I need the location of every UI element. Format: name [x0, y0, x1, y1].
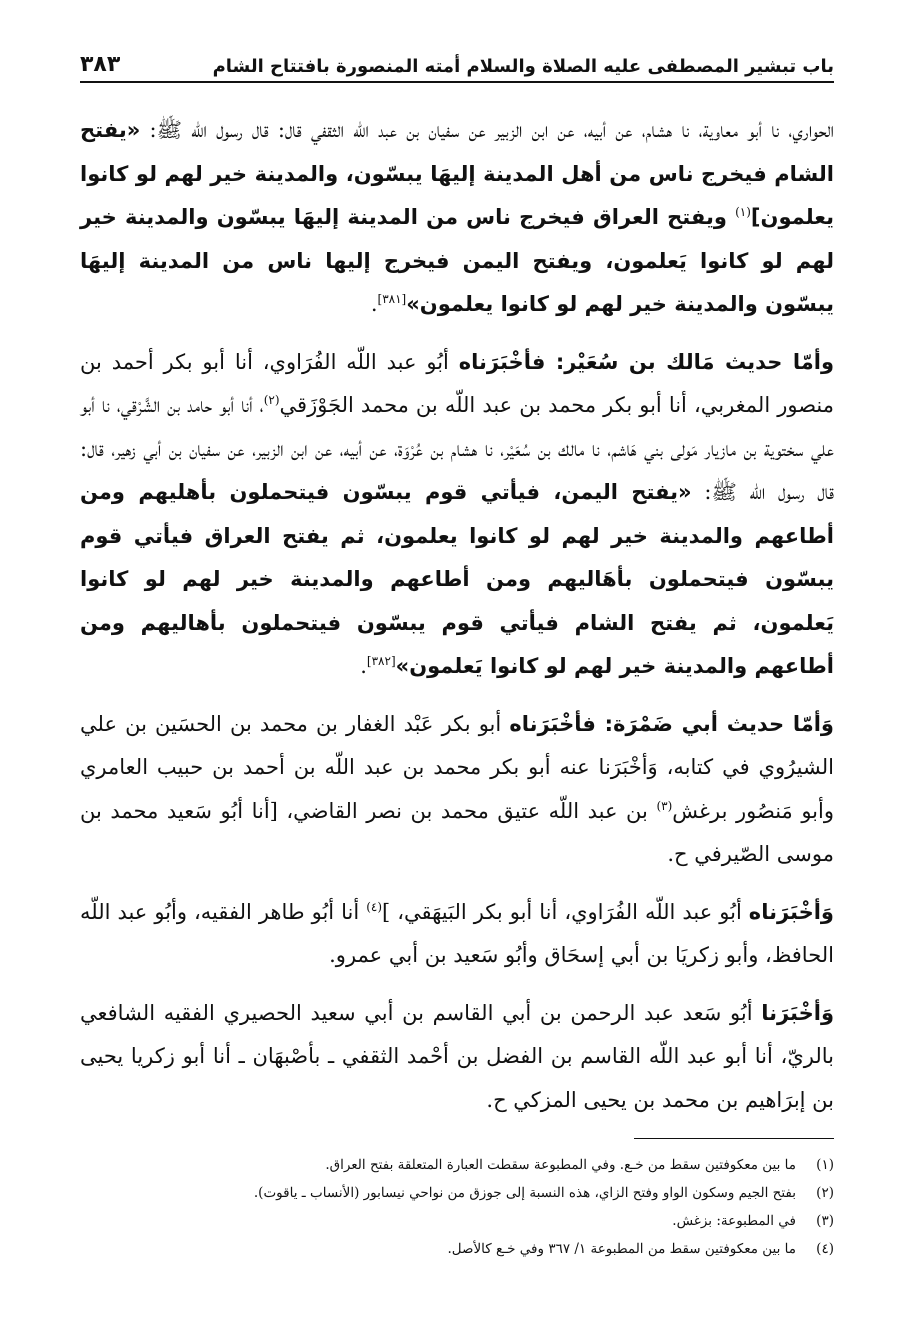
footnotes — [80, 1151, 834, 1263]
footnote-text: بفتح الجيم وسكون الواو وفتح الزاي، هذه النسبة إلى جوزق من نواحي نيسابور (الأنساب ـ ياقوت). — [253, 1185, 796, 1201]
running-title: باب تبشير المصطفى عليه الصلاة والسلام أمته المنصورة بافتتاح الشام — [212, 56, 834, 77]
footnote-number: (٤) — [816, 1241, 834, 1257]
bold-text: وأمّا حديث مَالك بن سُعَيْر: فأخْبَرَناه — [458, 349, 835, 374]
footnote-ref: (١) — [735, 205, 751, 219]
text-run: . — [360, 654, 367, 678]
text-run: . — [370, 292, 378, 316]
footnote — [80, 1179, 834, 1207]
text-run: بن عبد اللّه عتيق محمد بن نصر القاضي، [أنا أبُو سَعيد محمد بن موسى الصّيرفي ح. — [80, 798, 834, 866]
text-run: ، أنا أبو حامد بن الشَّرْقي، نا أبو علي سختوية بن مازيار مَولى بني هَاشم، نا مالك بن سُعَيْر، نا هشام بن عُرْوَة، عن أبيه، عن ابن الزبير، عن سفيان بن أبي زهير، قال: قال رسول الله ﷺ: — [80, 393, 835, 504]
footnote-divider — [634, 1138, 834, 1139]
paragraph — [80, 703, 834, 877]
main-text — [80, 109, 834, 1122]
text-run: أبُو عبد اللّه الفُرَاوي، أنا أبو بكر البَيهَقي، ] — [382, 899, 749, 924]
running-header — [80, 52, 834, 83]
footnote-ref: (٤) — [366, 899, 383, 914]
text-run: أبُو عبد اللّه الفُرَاوي، أنا أبو بكر أحمد بن منصور المغربي، أنا أبو بكر محمد بن عبد اللّه بن محمد الجَوْزَقي — [80, 349, 834, 417]
paragraph — [80, 341, 834, 689]
paragraph — [80, 891, 834, 978]
bold-text: وَأمّا حديث أبي ضَمْرَة: فأخْبَرَناه — [509, 711, 834, 736]
text-run: أبُو سَعد عبد الرحمن بن أبي القاسم بن أبي سعيد الحصيري الفقيه الشافعي بالريّ، أنا أبو عبد اللّه القاسم بن الفضل بن أحْمد الثقفي ـ بأصْبهَان ـ أنا أبو زكريا يحيى بن إبرَاهيم بن محمد بن يحيى المزكي ح. — [80, 1000, 834, 1112]
bold-text: وَأخْبَرَناه — [748, 899, 834, 924]
page-number: ٣٨٣ — [80, 52, 121, 77]
text-run: الحواري، نا أبو معاوية، نا هشام، عن أبيه، عن ابن الزبير عن سفيان بن عبد الله الثقفي قال: قال رسول الله ﷺ: — [140, 118, 834, 142]
bold-text: «يفتح اليمن، فيأتي قوم يبسّون فيتحملون بأهليهم ومن أطاعهم والمدينة خير لهم لو كانوا يعلمون، ثم يفتح العراق فيأتي قوم يبسّون فيتحملون بأهَاليهم ومن أطاعهم والمدينة خير لهم لو كانوا يَعلمون، ثم يفتح الشام فيأتي قوم يبسّون فيتحملون بأهاليهم ومن أطاعهم والمدينة خير لهم لو كانوا يَعلمون» — [80, 480, 834, 678]
footnote — [80, 1235, 834, 1263]
footnote-ref: [٣٨١] — [377, 292, 407, 306]
footnote — [80, 1151, 834, 1179]
text-run: أبو بكر عَبْد الغفار بن محمد بن الحسَين بن علي الشيرُوي في كتابه، وَأخْبَرَنا عنه أبو بكر محمد بن عبد اللّه بن أحمد بن حبيب العامري وأبو مَنصُور برغش — [80, 711, 834, 823]
bold-text: وَأخْبَرَنا — [761, 1000, 834, 1025]
footnote — [80, 1207, 834, 1235]
footnote-text: ما بين معكوفتين سقط من المطبوعة ١/ ٣٦٧ وفي خـع كالأصل. — [447, 1241, 796, 1257]
paragraph — [80, 992, 834, 1123]
footnote-number: (٢) — [816, 1185, 834, 1201]
text-run: أنا أبُو طاهر الفقيه، وأبُو عبد اللّه الحافظ، وأبو زكريَا بن أبي إسحَاق وأبُو سَعيد بن أبي عمرو. — [80, 899, 834, 967]
footnote-ref: [٣٨٢] — [366, 654, 396, 668]
bold-text: ويفتح العراق فيخرج ناس من المدينة إليهَا يبسّون والمدينة خير لهم لو كانوا يَعلمون، ويفتح اليمن فيخرج إليها ناس من المدينة إليهَا يبسّون والمدينة خير لهم لو كانوا يعلمون» — [80, 205, 834, 316]
footnote-number: (١) — [816, 1157, 834, 1173]
paragraph — [80, 109, 834, 327]
bold-text: «يفتح الشام فيخرج ناس من أهل المدينة إليهَا يبسّون، والمدينة خير لهم لو كانوا يعلمون] — [80, 118, 834, 229]
footnote-ref: (٢) — [263, 393, 280, 407]
footnote-number: (٣) — [816, 1213, 834, 1229]
footnote-text: ما بين معكوفتين سقط من خـع. وفي المطبوعة سقطت العبارة المتعلقة بفتح العراق. — [325, 1157, 796, 1173]
footnote-text: في المطبوعة: بزغش. — [672, 1213, 796, 1229]
footnote-ref: (٣) — [656, 798, 673, 813]
